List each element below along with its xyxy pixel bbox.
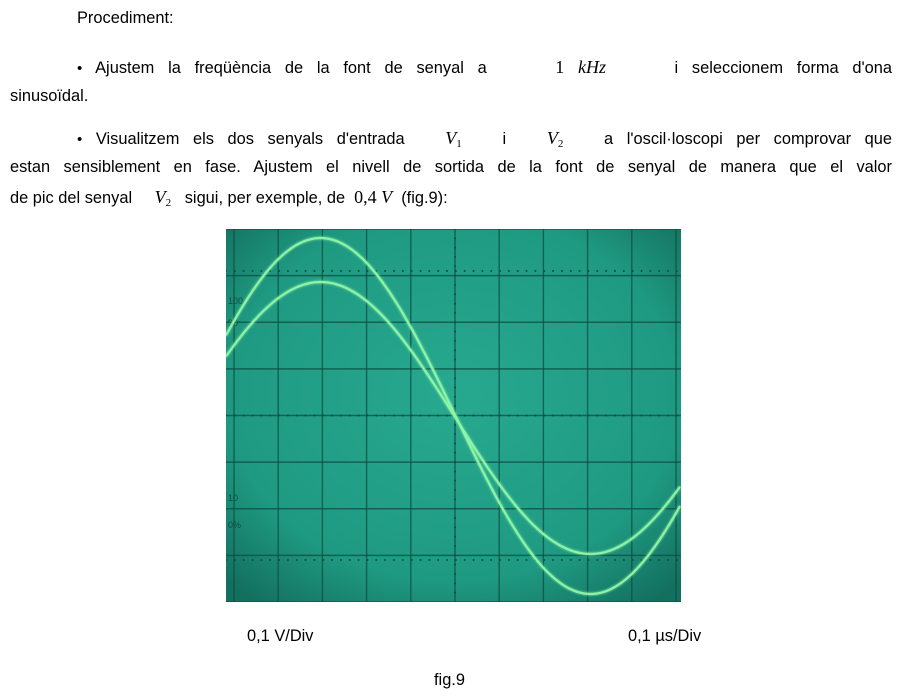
bullet-1: •	[77, 60, 83, 77]
v2-letter-inline: V	[154, 187, 166, 207]
graticule-minor-tick	[623, 415, 625, 417]
graticule-minor-tick	[454, 303, 456, 305]
graticule-minor-tick	[252, 559, 254, 561]
graticule-minor-tick	[490, 270, 492, 272]
graticule-minor-tick	[454, 480, 456, 482]
graticule-minor-tick	[454, 573, 456, 575]
graticule-minor-tick	[305, 415, 307, 417]
graticule-minor-tick	[454, 359, 456, 361]
conj-i: i	[502, 130, 507, 148]
graticule-minor-tick	[287, 415, 289, 417]
graticule-minor-tick	[481, 415, 483, 417]
graticule-minor-tick	[640, 270, 642, 272]
graticule-minor-tick	[658, 270, 660, 272]
graticule-minor-tick	[269, 559, 271, 561]
bullet-2: •	[77, 131, 83, 148]
graticule-minor-tick	[508, 559, 510, 561]
graticule-minor-tick	[552, 270, 554, 272]
graticule-minor-tick	[322, 415, 324, 417]
graticule-minor-tick	[587, 559, 589, 561]
graticule-minor-tick	[676, 270, 678, 272]
graticule-minor-tick	[614, 415, 616, 417]
graticule-minor-tick	[278, 270, 280, 272]
graticule-minor-tick	[305, 559, 307, 561]
graticule-minor-tick	[464, 415, 466, 417]
graticule-minor-tick	[428, 559, 430, 561]
section-heading: Procediment:	[77, 9, 174, 27]
graticule-minor-tick	[658, 415, 660, 417]
graticule-minor-tick	[411, 559, 413, 561]
graticule-minor-tick	[375, 559, 377, 561]
graticule-minor-tick	[454, 265, 456, 267]
graticule-minor-tick	[517, 415, 519, 417]
graticule-minor-tick	[579, 270, 581, 272]
graticule-minor-tick	[437, 270, 439, 272]
graticule-minor-tick	[454, 377, 456, 379]
graticule-minor-tick	[526, 559, 528, 561]
graticule-minor-tick	[454, 461, 456, 463]
graticule-minor-tick	[587, 270, 589, 272]
graticule-minor-tick	[278, 415, 280, 417]
graticule-minor-tick	[605, 270, 607, 272]
graticule-minor-tick	[454, 592, 456, 594]
graticule-minor-tick	[454, 247, 456, 249]
graticule-minor-tick	[384, 559, 386, 561]
graticule-minor-tick	[614, 559, 616, 561]
graticule-minor-tick	[490, 559, 492, 561]
graticule-minor-tick	[454, 340, 456, 342]
graticule-minor-tick	[561, 270, 563, 272]
graticule-minor-tick	[340, 415, 342, 417]
figure-caption: fig.9	[434, 671, 465, 689]
graticule-minor-tick	[454, 256, 456, 258]
graticule-minor-tick	[366, 559, 368, 561]
graticule-minor-tick	[473, 559, 475, 561]
graticule-minor-tick	[632, 415, 634, 417]
graticule-minor-tick	[454, 470, 456, 472]
graticule-minor-tick	[349, 559, 351, 561]
graticule-minor-tick	[543, 415, 545, 417]
graticule-minor-tick	[375, 415, 377, 417]
step2-line1	[77, 128, 892, 150]
graticule-minor-tick	[473, 270, 475, 272]
step1-line1	[77, 57, 892, 78]
graticule-minor-tick	[252, 415, 254, 417]
step2-line3	[10, 187, 448, 209]
graticule-minor-tick	[454, 293, 456, 295]
graticule-minor-tick	[358, 415, 360, 417]
graticule-minor-tick	[454, 554, 456, 556]
graticule-minor-tick	[446, 270, 448, 272]
graticule-minor-tick	[605, 415, 607, 417]
graticule-minor-tick	[260, 270, 262, 272]
graticule-minor-tick	[481, 270, 483, 272]
graticule-minor-tick	[596, 270, 598, 272]
graticule-minor-tick	[649, 270, 651, 272]
graticule-minor-tick	[393, 415, 395, 417]
graticule-minor-tick	[393, 559, 395, 561]
graticule-minor-tick	[366, 415, 368, 417]
freq-unit: kHz	[577, 57, 606, 77]
graticule-minor-tick	[287, 559, 289, 561]
graticule-minor-tick	[508, 270, 510, 272]
graticule-minor-tick	[570, 559, 572, 561]
graticule-minor-tick	[234, 415, 236, 417]
graticule-minor-tick	[454, 368, 456, 370]
graticule-minor-tick	[411, 415, 413, 417]
graticule-minor-tick	[579, 559, 581, 561]
graticule-minor-tick	[331, 270, 333, 272]
v1-symbol	[418, 128, 489, 148]
graticule-minor-tick	[667, 559, 669, 561]
graticule-minor-tick	[287, 270, 289, 272]
graticule-minor-tick	[658, 559, 660, 561]
graticule-minor-tick	[596, 559, 598, 561]
graticule-minor-tick	[526, 270, 528, 272]
graticule-minor-tick	[454, 349, 456, 351]
graticule-minor-tick	[340, 559, 342, 561]
graticule-minor-tick	[419, 270, 421, 272]
graticule-minor-tick	[596, 415, 598, 417]
graticule-minor-tick	[552, 415, 554, 417]
graticule-minor-tick	[428, 270, 430, 272]
graticule-minor-tick	[454, 452, 456, 454]
graticule-minor-tick	[384, 270, 386, 272]
step1-text-after: i seleccionem forma d'ona	[674, 59, 893, 77]
scale-label: 0%	[228, 520, 242, 530]
v2-letter: V	[546, 128, 558, 148]
graticule-minor-tick	[473, 415, 475, 417]
graticule-minor-tick	[561, 415, 563, 417]
freq-value	[500, 57, 660, 77]
volt-per-div-label: 0,1 V/Div	[247, 627, 314, 645]
graticule-minor-tick	[269, 415, 271, 417]
graticule-minor-tick	[366, 270, 368, 272]
graticule-minor-tick	[384, 415, 386, 417]
graticule-minor-tick	[349, 415, 351, 417]
scale-label: 90	[228, 318, 239, 328]
graticule-minor-tick	[305, 270, 307, 272]
v1-letter: V	[445, 128, 457, 148]
step2-line1-before: Visualitzem els dos senyals d'entrada	[95, 130, 405, 148]
peak-unit: V	[381, 187, 393, 207]
graticule-minor-tick	[454, 321, 456, 323]
graticule-minor-tick	[499, 415, 501, 417]
graticule-minor-tick	[517, 559, 519, 561]
graticule-minor-tick	[455, 559, 457, 561]
graticule-minor-tick	[579, 415, 581, 417]
graticule-minor-tick	[543, 559, 545, 561]
graticule-minor-tick	[234, 270, 236, 272]
graticule-minor-tick	[296, 270, 298, 272]
oscilloscope-screen-photo	[226, 229, 681, 602]
graticule-minor-tick	[454, 237, 456, 239]
graticule-minor-tick	[534, 415, 536, 417]
graticule-minor-tick	[640, 415, 642, 417]
graticule-minor-tick	[402, 270, 404, 272]
graticule-minor-tick	[419, 559, 421, 561]
graticule-minor-tick	[676, 559, 678, 561]
graticule-minor-tick	[313, 415, 315, 417]
step2-line3-mid: sigui, per exemple, de	[184, 189, 346, 207]
graticule-minor-tick	[454, 396, 456, 398]
graticule-minor-tick	[243, 559, 245, 561]
step2-line3-before: de pic del senyal	[10, 189, 133, 207]
graticule-minor-tick	[455, 270, 457, 272]
graticule-minor-tick	[313, 559, 315, 561]
graticule-minor-tick	[402, 559, 404, 561]
peak-value	[350, 187, 397, 207]
step2-line2: estan sensiblement en fase. Ajustem el nivell de sortida de la font de senyal de manera que el valor	[10, 158, 892, 176]
graticule-minor-tick	[313, 270, 315, 272]
graticule-minor-tick	[454, 582, 456, 584]
graticule-minor-tick	[454, 405, 456, 407]
graticule-minor-tick	[543, 270, 545, 272]
graticule-minor-tick	[269, 270, 271, 272]
graticule-minor-tick	[437, 559, 439, 561]
graticule-minor-tick	[454, 508, 456, 510]
step1-continuation: sinusoïdal.	[10, 87, 89, 105]
graticule-minor-tick	[561, 559, 563, 561]
graticule-minor-tick	[587, 415, 589, 417]
graticule-minor-tick	[623, 270, 625, 272]
graticule-minor-tick	[454, 284, 456, 286]
graticule-minor-tick	[340, 270, 342, 272]
graticule-minor-tick	[454, 331, 456, 333]
graticule-minor-tick	[517, 270, 519, 272]
graticule-minor-tick	[649, 559, 651, 561]
graticule-minor-tick	[490, 415, 492, 417]
time-per-div-label: 0,1 µs/Div	[628, 627, 702, 645]
graticule-minor-tick	[252, 270, 254, 272]
graticule-minor-tick	[296, 559, 298, 561]
graticule-minor-tick	[534, 270, 536, 272]
graticule-minor-tick	[614, 270, 616, 272]
graticule-minor-tick	[446, 415, 448, 417]
graticule-minor-tick	[402, 415, 404, 417]
graticule-minor-tick	[676, 415, 678, 417]
graticule-minor-tick	[499, 559, 501, 561]
graticule-minor-tick	[508, 415, 510, 417]
graticule-minor-tick	[419, 415, 421, 417]
graticule-minor-tick	[278, 559, 280, 561]
v2-subscript: 2	[557, 138, 564, 150]
graticule-minor-tick	[454, 545, 456, 547]
graticule-minor-tick	[640, 559, 642, 561]
graticule-minor-tick	[358, 270, 360, 272]
v2-symbol	[520, 128, 591, 148]
graticule-minor-tick	[454, 312, 456, 314]
graticule-minor-tick	[446, 559, 448, 561]
step2-line1-after: a l'oscil·loscopi per comprovar que	[604, 130, 893, 148]
graticule-minor-tick	[454, 433, 456, 435]
graticule-minor-tick	[243, 415, 245, 417]
peak-number: 0,4	[354, 187, 377, 207]
v2-subscript-inline: 2	[165, 197, 172, 209]
graticule-minor-tick	[234, 559, 236, 561]
graticule-minor-tick	[570, 270, 572, 272]
graticule-minor-tick	[393, 270, 395, 272]
step1-text-before: Ajustem la freqüència de la font de senyal a	[95, 59, 487, 77]
graticule-minor-tick	[454, 517, 456, 519]
graticule-minor-tick	[322, 559, 324, 561]
graticule-minor-tick	[649, 415, 651, 417]
graticule-minor-tick	[454, 498, 456, 500]
graticule-minor-tick	[667, 415, 669, 417]
graticule-minor-tick	[526, 415, 528, 417]
graticule-minor-tick	[243, 270, 245, 272]
graticule-minor-tick	[632, 559, 634, 561]
graticule-minor-tick	[358, 559, 360, 561]
graticule-minor-tick	[464, 559, 466, 561]
graticule-minor-tick	[260, 559, 262, 561]
graticule-minor-tick	[428, 415, 430, 417]
graticule-minor-tick	[331, 415, 333, 417]
graticule-minor-tick	[454, 424, 456, 426]
graticule-minor-tick	[454, 564, 456, 566]
graticule-minor-tick	[454, 275, 456, 277]
graticule-minor-tick	[349, 270, 351, 272]
graticule-minor-tick	[454, 489, 456, 491]
graticule-minor-tick	[437, 415, 439, 417]
graticule-minor-tick	[331, 559, 333, 561]
scale-label: 100	[228, 296, 244, 306]
graticule-minor-tick	[632, 270, 634, 272]
graticule-minor-tick	[454, 526, 456, 528]
graticule-minor-tick	[322, 270, 324, 272]
graticule-minor-tick	[454, 442, 456, 444]
graticule-minor-tick	[454, 536, 456, 538]
step2-line3-after: (fig.9):	[401, 189, 448, 207]
graticule-minor-tick	[481, 559, 483, 561]
graticule-minor-tick	[296, 415, 298, 417]
graticule-minor-tick	[667, 270, 669, 272]
graticule-minor-tick	[454, 387, 456, 389]
scale-label: 10	[228, 493, 239, 503]
graticule-minor-tick	[260, 415, 262, 417]
graticule-minor-tick	[623, 559, 625, 561]
graticule-minor-tick	[570, 415, 572, 417]
graticule-minor-tick	[552, 559, 554, 561]
v1-subscript: 1	[456, 138, 462, 150]
freq-number: 1	[555, 57, 565, 77]
graticule-minor-tick	[499, 270, 501, 272]
graticule-minor-tick	[411, 270, 413, 272]
v2-symbol-inline	[137, 187, 181, 207]
graticule-minor-tick	[605, 559, 607, 561]
graticule-minor-tick	[464, 270, 466, 272]
